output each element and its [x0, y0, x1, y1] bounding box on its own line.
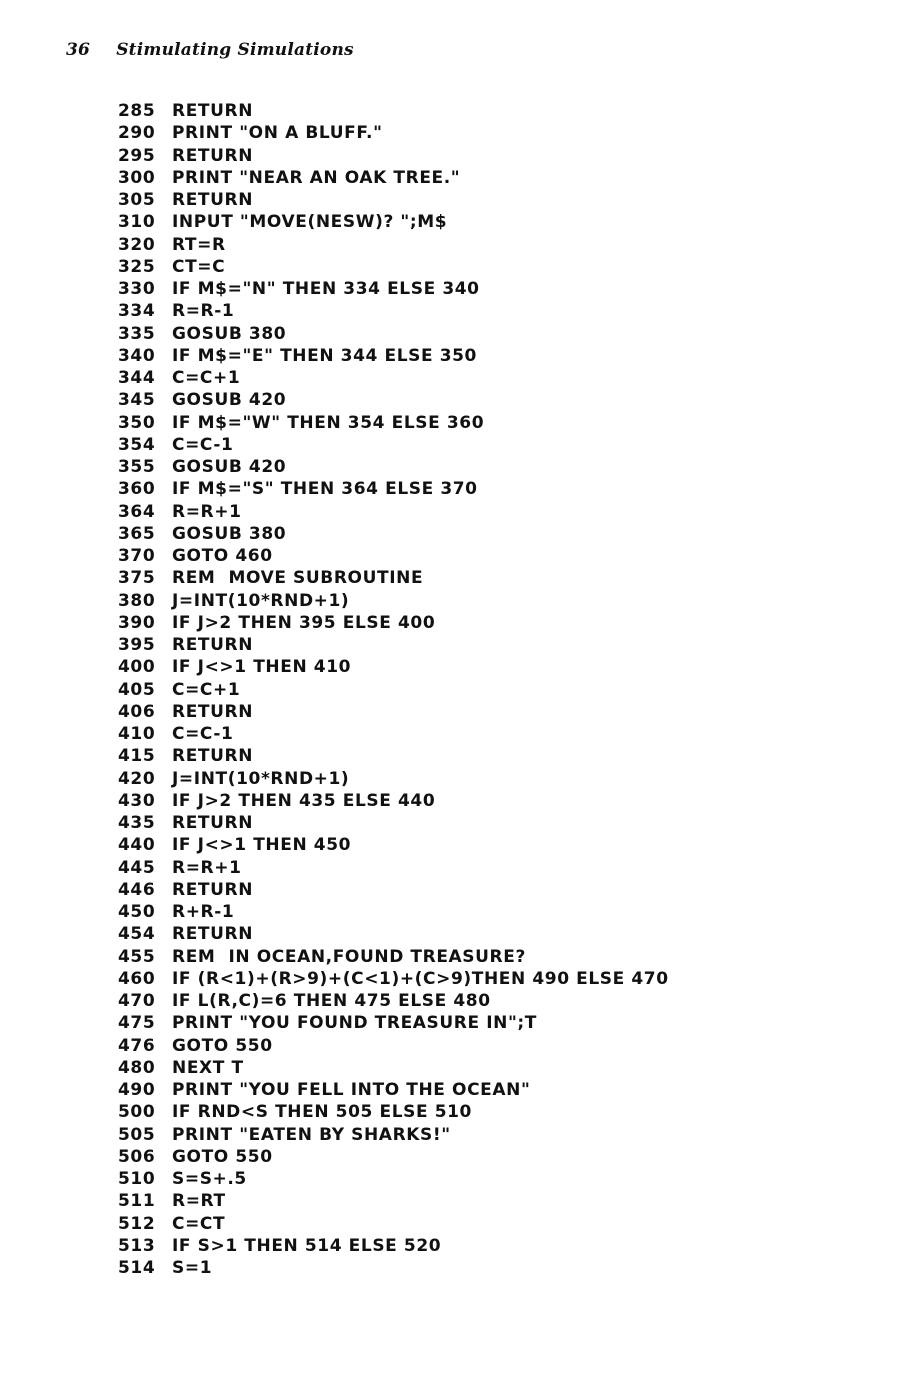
- line-number: 460: [118, 968, 156, 989]
- line-statement: CT=C: [172, 256, 226, 277]
- code-line: [118, 901, 669, 923]
- line-statement: R=R+1: [172, 501, 242, 522]
- line-statement: IF L(R,C)=6 THEN 475 ELSE 480: [172, 991, 491, 1011]
- line-statement: IF J>2 THEN 395 ELSE 400: [172, 612, 436, 633]
- line-number: 354: [118, 434, 156, 455]
- code-line: [118, 812, 669, 834]
- line-number: 405: [118, 679, 156, 700]
- line-statement: R+R-1: [172, 902, 235, 922]
- code-line: [118, 656, 669, 678]
- line-number: 512: [118, 1213, 156, 1234]
- line-number: 415: [118, 746, 156, 767]
- code-line: [118, 1213, 669, 1235]
- line-statement: PRINT "NEAR AN OAK TREE.": [172, 167, 461, 188]
- line-statement: C=C+1: [172, 368, 241, 388]
- line-statement: IF J>2 THEN 435 ELSE 440: [172, 790, 436, 811]
- code-line: [118, 434, 669, 456]
- code-line: [118, 745, 669, 767]
- line-number: 305: [118, 190, 156, 210]
- line-statement: R=R+1: [172, 857, 242, 878]
- line-statement: PRINT "YOU FELL INTO THE OCEAN": [172, 1080, 531, 1100]
- line-statement: C=C-1: [172, 434, 234, 455]
- code-line: [118, 857, 669, 879]
- code-line: [118, 834, 669, 856]
- line-statement: IF M$="S" THEN 364 ELSE 370: [172, 479, 478, 500]
- line-number: 350: [118, 412, 156, 433]
- program-listing: [118, 100, 669, 1279]
- line-number: 310: [118, 212, 156, 233]
- line-statement: RETURN: [172, 924, 254, 945]
- line-statement: PRINT "YOU FOUND TREASURE IN";T: [172, 1013, 538, 1034]
- code-line: [118, 256, 669, 278]
- line-number: 475: [118, 1013, 156, 1034]
- line-number: 400: [118, 657, 156, 678]
- line-statement: IF M$="E" THEN 344 ELSE 350: [172, 345, 477, 366]
- line-statement: IF S>1 THEN 514 ELSE 520: [172, 1235, 442, 1256]
- code-line: [118, 1012, 669, 1034]
- line-number: 380: [118, 590, 156, 611]
- line-statement: REM IN OCEAN,FOUND TREASURE?: [172, 946, 526, 967]
- line-number: 455: [118, 946, 156, 967]
- line-statement: RETURN: [172, 746, 254, 767]
- line-number: 360: [118, 479, 156, 500]
- line-number: 325: [118, 256, 156, 277]
- code-line: [118, 167, 669, 189]
- line-statement: RETURN: [172, 701, 254, 722]
- line-number: 340: [118, 345, 156, 366]
- line-statement: RETURN: [172, 190, 254, 210]
- line-statement: RETURN: [172, 635, 254, 655]
- code-line: [118, 1124, 669, 1146]
- code-line: [118, 612, 669, 634]
- code-line: [118, 1057, 669, 1079]
- code-line: [118, 567, 669, 589]
- line-number: 395: [118, 635, 156, 655]
- line-statement: S=S+.5: [172, 1169, 247, 1189]
- line-statement: IF RND<S THEN 505 ELSE 510: [172, 1102, 472, 1123]
- line-number: 490: [118, 1080, 156, 1100]
- line-number: 445: [118, 857, 156, 878]
- line-number: 320: [118, 234, 156, 255]
- line-statement: IF J<>1 THEN 410: [172, 657, 352, 678]
- code-line: [118, 723, 669, 745]
- line-number: 476: [118, 1035, 156, 1056]
- code-line: [118, 478, 669, 500]
- line-number: 505: [118, 1124, 156, 1145]
- line-number: 330: [118, 279, 156, 299]
- code-line: [118, 790, 669, 812]
- line-number: 511: [118, 1191, 156, 1212]
- code-line: [118, 323, 669, 345]
- line-number: 446: [118, 879, 156, 900]
- line-statement: GOSUB 420: [172, 457, 287, 477]
- code-line: [118, 634, 669, 656]
- line-statement: R=R-1: [172, 301, 235, 322]
- running-title: Stimulating Simulations: [116, 40, 354, 60]
- code-line: [118, 412, 669, 434]
- line-statement: RT=R: [172, 234, 226, 255]
- line-number: 334: [118, 301, 156, 322]
- code-line: [118, 189, 669, 211]
- code-line: [118, 923, 669, 945]
- line-number: 513: [118, 1235, 156, 1256]
- line-number: 470: [118, 991, 156, 1011]
- code-line: [118, 946, 669, 968]
- page-header: [66, 40, 354, 60]
- code-line: [118, 1235, 669, 1257]
- line-number: 514: [118, 1258, 156, 1278]
- line-number: 370: [118, 546, 156, 566]
- code-line: [118, 122, 669, 144]
- line-statement: C=C-1: [172, 724, 234, 744]
- code-line: [118, 501, 669, 523]
- line-statement: IF (R<1)+(R>9)+(C<1)+(C>9)THEN 490 ELSE 470: [172, 968, 669, 989]
- code-line: [118, 234, 669, 256]
- line-statement: GOSUB 420: [172, 390, 287, 411]
- line-number: 335: [118, 323, 156, 344]
- line-number: 295: [118, 145, 156, 166]
- line-statement: RETURN: [172, 145, 254, 166]
- code-line: [118, 278, 669, 300]
- line-statement: J=INT(10*RND+1): [172, 590, 350, 611]
- code-line: [118, 590, 669, 612]
- code-line: [118, 1101, 669, 1123]
- code-line: [118, 545, 669, 567]
- line-number: 406: [118, 701, 156, 722]
- line-number: 345: [118, 390, 156, 411]
- line-statement: RETURN: [172, 101, 254, 121]
- line-statement: C=CT: [172, 1213, 226, 1234]
- line-number: 435: [118, 813, 156, 833]
- line-number: 420: [118, 768, 156, 789]
- code-line: [118, 211, 669, 233]
- line-number: 450: [118, 902, 156, 922]
- code-line: [118, 145, 669, 167]
- code-line: [118, 456, 669, 478]
- line-number: 430: [118, 790, 156, 811]
- line-statement: C=C+1: [172, 679, 241, 700]
- code-line: [118, 1035, 669, 1057]
- line-statement: PRINT "EATEN BY SHARKS!": [172, 1124, 451, 1145]
- line-number: 355: [118, 457, 156, 477]
- code-line: [118, 1257, 669, 1279]
- line-statement: S=1: [172, 1258, 213, 1278]
- code-line: [118, 367, 669, 389]
- line-number: 364: [118, 501, 156, 522]
- code-line: [118, 1190, 669, 1212]
- code-line: [118, 1146, 669, 1168]
- code-line: [118, 389, 669, 411]
- code-line: [118, 968, 669, 990]
- code-line: [118, 1079, 669, 1101]
- page-number: 36: [66, 40, 91, 60]
- code-line: [118, 701, 669, 723]
- code-line: [118, 300, 669, 322]
- line-statement: GOSUB 380: [172, 523, 287, 544]
- line-number: 500: [118, 1102, 156, 1123]
- line-statement: RETURN: [172, 879, 254, 900]
- code-line: [118, 523, 669, 545]
- line-number: 375: [118, 568, 156, 589]
- line-statement: REM MOVE SUBROUTINE: [172, 568, 424, 589]
- line-number: 480: [118, 1057, 156, 1078]
- code-line: [118, 679, 669, 701]
- line-statement: GOTO 550: [172, 1146, 273, 1167]
- line-number: 454: [118, 924, 156, 945]
- line-statement: INPUT "MOVE(NESW)? ";M$: [172, 212, 448, 233]
- line-number: 506: [118, 1146, 156, 1167]
- line-number: 440: [118, 835, 156, 856]
- code-line: [118, 879, 669, 901]
- line-number: 365: [118, 523, 156, 544]
- line-number: 290: [118, 123, 156, 144]
- line-statement: NEXT T: [172, 1057, 244, 1078]
- line-number: 510: [118, 1169, 156, 1189]
- code-line: [118, 100, 669, 122]
- line-number: 344: [118, 368, 156, 388]
- line-statement: GOTO 550: [172, 1035, 273, 1056]
- code-line: [118, 990, 669, 1012]
- line-statement: GOSUB 380: [172, 323, 287, 344]
- code-line: [118, 1168, 669, 1190]
- line-number: 390: [118, 612, 156, 633]
- code-line: [118, 345, 669, 367]
- line-number: 410: [118, 724, 156, 744]
- line-statement: GOTO 460: [172, 546, 273, 566]
- line-number: 300: [118, 167, 156, 188]
- line-statement: IF M$="N" THEN 334 ELSE 340: [172, 279, 480, 299]
- code-line: [118, 768, 669, 790]
- line-statement: PRINT "ON A BLUFF.": [172, 123, 383, 144]
- line-number: 285: [118, 101, 156, 121]
- line-statement: RETURN: [172, 813, 254, 833]
- line-statement: J=INT(10*RND+1): [172, 768, 350, 789]
- line-statement: IF M$="W" THEN 354 ELSE 360: [172, 412, 485, 433]
- line-statement: R=RT: [172, 1191, 226, 1212]
- line-statement: IF J<>1 THEN 450: [172, 835, 352, 856]
